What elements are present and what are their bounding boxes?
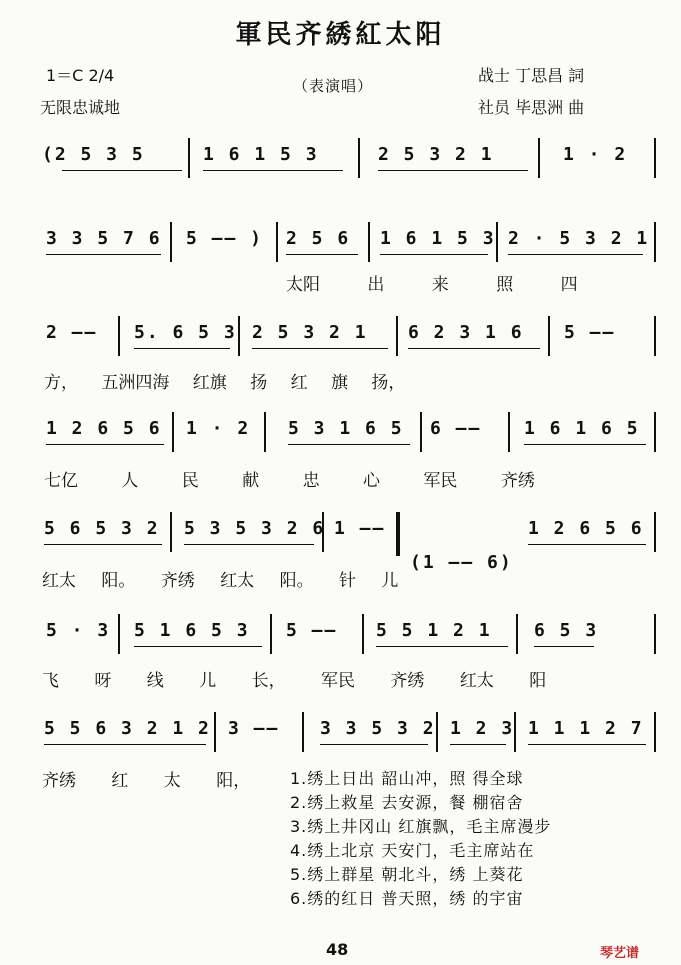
barline: [170, 512, 172, 552]
verse-line-5: 5.绣上群星 朝北斗，绣 上葵花: [290, 865, 524, 884]
beam: [408, 348, 540, 349]
watermark-logo: 琴艺谱: [600, 946, 640, 961]
barline: [362, 614, 364, 654]
beam: [44, 544, 162, 545]
barline: [538, 138, 540, 178]
barline: [514, 712, 516, 752]
lyrics-row-5: 红太 阳。 齐绣 红太 阳。 针 儿: [42, 571, 399, 591]
beam: [62, 170, 182, 171]
barline: [436, 712, 438, 752]
beam: [534, 646, 594, 647]
measure-7-3: 3 3 5 3 2: [320, 718, 436, 739]
barline: [654, 222, 656, 262]
lyricist-credit: 战士 丁思昌 詞: [478, 66, 585, 85]
barline: [368, 222, 370, 262]
barline: [548, 316, 550, 356]
composer-credit: 社员 毕思洲 曲: [478, 98, 585, 117]
verse-line-4: 4.绣上北京 天安门，毛主席站在: [290, 841, 535, 860]
barline: [118, 316, 120, 356]
measure-5-5: 1 2 6 5 6: [528, 518, 644, 539]
measure-2-5: 2 · 5 3 2 1: [508, 228, 650, 249]
beam: [46, 254, 161, 255]
song-title: 軍民齐綉紅太阳: [235, 20, 446, 50]
measure-7-4: 1 2 3: [450, 718, 515, 739]
beam: [252, 348, 388, 349]
barline: [302, 712, 304, 752]
barline: [270, 614, 272, 654]
measure-3-4: 6 2 3 1 6: [408, 322, 524, 343]
beam: [46, 444, 164, 445]
measure-2-2: 5 —— ): [186, 228, 264, 249]
measure-5-1: 5 6 5 3 2: [44, 518, 160, 539]
performance-note: （表演唱）: [293, 77, 374, 95]
lyrics-row-4: 七亿 人 民 献 忠 心 军民 齐绣: [44, 471, 535, 491]
measure-2-4: 1 6 1 5 3: [380, 228, 496, 249]
staff-row-7: [38, 712, 658, 768]
measure-1-1: (2 5 3 5: [42, 144, 145, 165]
beam: [380, 254, 488, 255]
measure-5-3: 1 ——: [334, 518, 386, 539]
barline: [238, 316, 240, 356]
measure-7-1: 5 5 6 3 2 1 2: [44, 718, 211, 739]
barline: [188, 138, 190, 178]
barline: [654, 138, 656, 178]
staff-row-4: [38, 412, 658, 468]
page-number: 48: [326, 940, 349, 959]
barline: [264, 412, 266, 452]
beam: [184, 544, 314, 545]
lyrics-row-3: 方， 五洲四海 红旗 扬 红 旗 扬，: [44, 373, 406, 393]
beam: [286, 254, 358, 255]
measure-4-2: 1 · 2: [186, 418, 251, 439]
measure-5-2: 5 3 5 3 2 6: [184, 518, 326, 539]
tempo-marking: 无限忠诚地: [40, 98, 121, 117]
beam: [44, 744, 206, 745]
beam: [528, 544, 646, 545]
barline: [214, 712, 216, 752]
measure-1-3: 2 5 3 2 1: [378, 144, 494, 165]
measure-1-2: 1 6 1 5 3: [203, 144, 319, 165]
beam: [288, 444, 410, 445]
beam: [320, 744, 428, 745]
barline: [118, 614, 120, 654]
measure-3-1: 2 ——: [46, 322, 98, 343]
barline: [654, 614, 656, 654]
barline: [358, 138, 360, 178]
beam: [134, 348, 230, 349]
lyrics-row-6: 飞 呀 线 儿 长， 军民 齐绣 红太 阳: [42, 671, 547, 691]
barline: [170, 222, 172, 262]
verse-line-6: 6.绣的红日 普天照，绣 的宇宙: [290, 889, 524, 908]
measure-6-1: 5 · 3: [46, 620, 111, 641]
measure-7-2: 3 ——: [228, 718, 280, 739]
staff-row-3: [38, 316, 658, 372]
barline: [276, 222, 278, 262]
staff-row-6: [38, 614, 658, 670]
measure-4-1: 1 2 6 5 6: [46, 418, 162, 439]
barline: [172, 412, 174, 452]
repeat-barline: [396, 512, 400, 556]
beam: [203, 170, 343, 171]
barline: [654, 712, 656, 752]
barline: [654, 412, 656, 452]
barline: [396, 316, 398, 356]
beam: [376, 646, 508, 647]
beam: [378, 170, 528, 171]
barline: [516, 614, 518, 654]
staff-row-1: [38, 138, 658, 194]
beam: [524, 444, 646, 445]
measure-4-3: 5 3 1 6 5: [288, 418, 404, 439]
beam: [134, 646, 262, 647]
verse-line-2: 2.绣上救星 去安源，餐 棚宿舍: [290, 793, 524, 812]
measure-4-4: 6 ——: [430, 418, 482, 439]
measure-6-5: 6 5 3: [534, 620, 599, 641]
barline: [322, 512, 324, 552]
measure-6-2: 5 1 6 5 3: [134, 620, 250, 641]
beam: [450, 744, 506, 745]
measure-6-4: 5 5 1 2 1: [376, 620, 492, 641]
measure-7-5: 1 1 1 2 7: [528, 718, 644, 739]
verse-line-3: 3.绣上井冈山 红旗飘，毛主席漫步: [290, 817, 552, 836]
measure-5-4: (1 —— 6): [410, 552, 513, 573]
measure-2-1: 3 3 5 7 6: [46, 228, 162, 249]
lyrics-row-2: 太阳 出 来 照 四: [286, 275, 578, 295]
measure-3-2: 5. 6 5 3: [134, 322, 237, 343]
measure-6-3: 5 ——: [286, 620, 338, 641]
barline: [654, 316, 656, 356]
verse-line-1: 1.绣上日出 韶山冲，照 得全球: [290, 769, 524, 788]
measure-2-3: 2 5 6: [286, 228, 351, 249]
beam: [508, 254, 643, 255]
barline: [654, 512, 656, 552]
measure-1-4: 1 · 2: [563, 144, 628, 165]
beam: [528, 744, 646, 745]
measure-3-3: 2 5 3 2 1: [252, 322, 368, 343]
barline: [508, 412, 510, 452]
staff-row-5: [38, 512, 658, 573]
barline: [420, 412, 422, 452]
barline: [496, 222, 498, 262]
measure-3-5: 5 ——: [564, 322, 616, 343]
key-signature: 1＝C 2/4: [46, 66, 115, 85]
lyrics-row-7: 齐绣 红 太 阳，: [42, 771, 251, 791]
measure-4-5: 1 6 1 6 5: [524, 418, 640, 439]
